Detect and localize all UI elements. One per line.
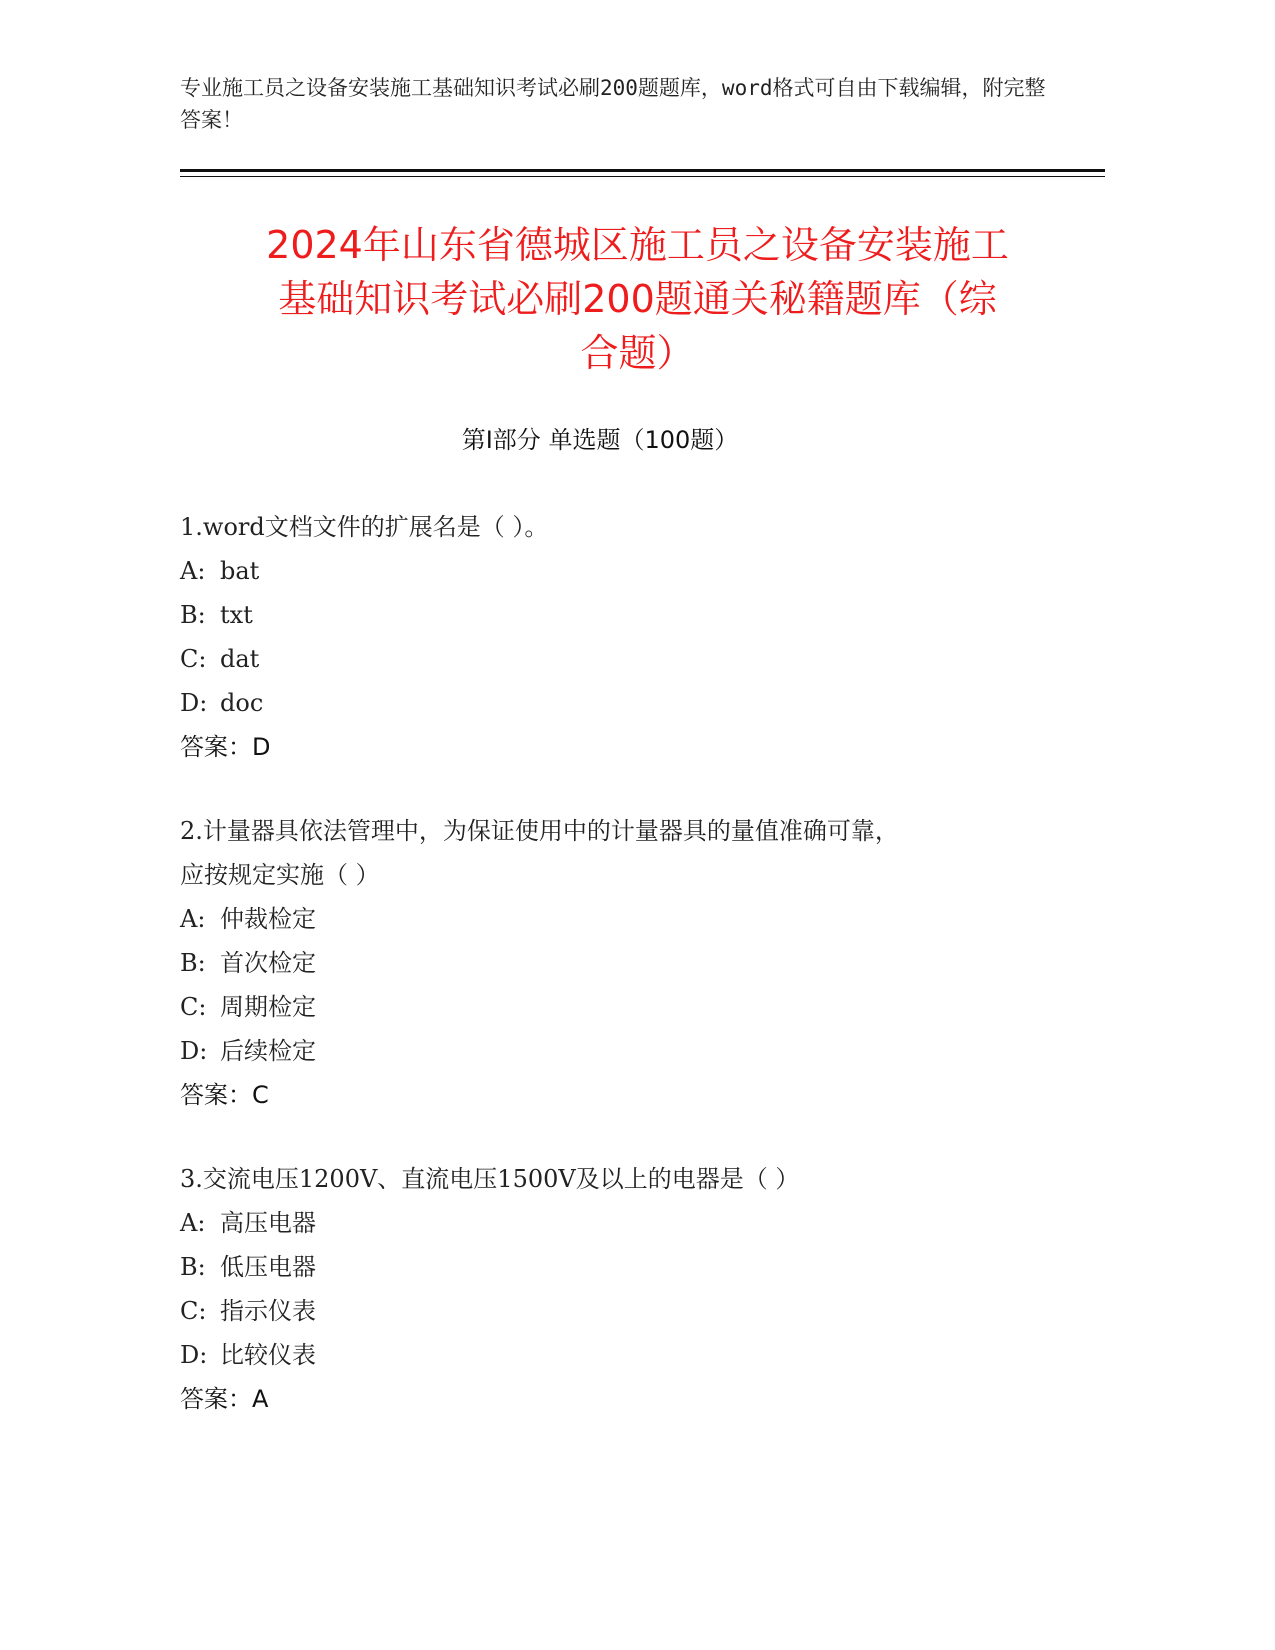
- option-text: 后续检定: [220, 1037, 316, 1065]
- option-b: [180, 1245, 1040, 1289]
- option-key: A:: [180, 1209, 206, 1237]
- option-a: [180, 897, 1040, 941]
- option-text: txt: [220, 601, 253, 629]
- question-text: 2.计量器具依法管理中，为保证使用中的计量器具的量值准确可靠，: [180, 817, 899, 845]
- answer-prefix: 答案：: [180, 1081, 252, 1109]
- option-c: [180, 637, 1040, 681]
- section-heading: 第I部分 单选题（100题）: [461, 426, 739, 454]
- question-list: [180, 505, 1040, 1461]
- option-d: [180, 1029, 1040, 1073]
- question-item: [180, 505, 1040, 769]
- answer-value: D: [252, 733, 271, 761]
- option-key: B:: [180, 1253, 206, 1281]
- option-key: C:: [180, 645, 207, 673]
- question-item: [180, 1157, 1040, 1421]
- option-text: 低压电器: [220, 1253, 316, 1281]
- option-key: C:: [180, 1297, 207, 1325]
- option-a: [180, 549, 1040, 593]
- header-rule-thick: [180, 169, 1105, 172]
- option-text: 高压电器: [220, 1209, 316, 1237]
- option-key: A:: [180, 905, 206, 933]
- option-text: bat: [220, 557, 260, 585]
- option-text: 仲裁检定: [220, 905, 316, 933]
- option-key: B:: [180, 949, 206, 977]
- option-d: [180, 1333, 1040, 1377]
- option-text: dat: [220, 645, 260, 673]
- title-line: 2024年山东省德城区施工员之设备安装施工: [266, 223, 1009, 267]
- question-text: 1.word文档文件的扩展名是（ ）。: [180, 513, 549, 541]
- answer-line: [180, 725, 1040, 769]
- option-key: D:: [180, 689, 208, 717]
- option-key: C:: [180, 993, 207, 1021]
- question-item: [180, 809, 1040, 1117]
- answer-value: C: [252, 1081, 269, 1109]
- option-text: 周期检定: [220, 993, 316, 1021]
- title-line: 合题）: [580, 331, 695, 375]
- header-rule-thin: [180, 176, 1105, 177]
- option-key: D:: [180, 1037, 208, 1065]
- question-text-continued: 应按规定实施（ ）: [180, 861, 380, 889]
- header-note: 专业施工员之设备安装施工基础知识考试必刷200题题库，word格式可自由下载编辑，附完整答案！: [180, 76, 1046, 132]
- answer-value: A: [252, 1385, 269, 1413]
- option-a: [180, 1201, 1040, 1245]
- option-key: A:: [180, 557, 206, 585]
- option-b: [180, 941, 1040, 985]
- option-d: [180, 681, 1040, 725]
- option-key: B:: [180, 601, 206, 629]
- option-c: [180, 985, 1040, 1029]
- answer-prefix: 答案：: [180, 1385, 252, 1413]
- option-text: 首次检定: [220, 949, 316, 977]
- option-text: doc: [220, 689, 264, 717]
- option-key: D:: [180, 1341, 208, 1369]
- option-c: [180, 1289, 1040, 1333]
- answer-line: [180, 1377, 1040, 1421]
- option-text: 比较仪表: [220, 1341, 316, 1369]
- option-text: 指示仪表: [220, 1297, 316, 1325]
- answer-line: [180, 1073, 1040, 1117]
- title-line: 基础知识考试必刷200题通关秘籍题库（综: [278, 277, 997, 321]
- question-text: 3.交流电压1200V、直流电压1500V及以上的电器是（ ）: [180, 1165, 800, 1193]
- document-title: [160, 218, 1115, 380]
- answer-prefix: 答案：: [180, 733, 252, 761]
- option-b: [180, 593, 1040, 637]
